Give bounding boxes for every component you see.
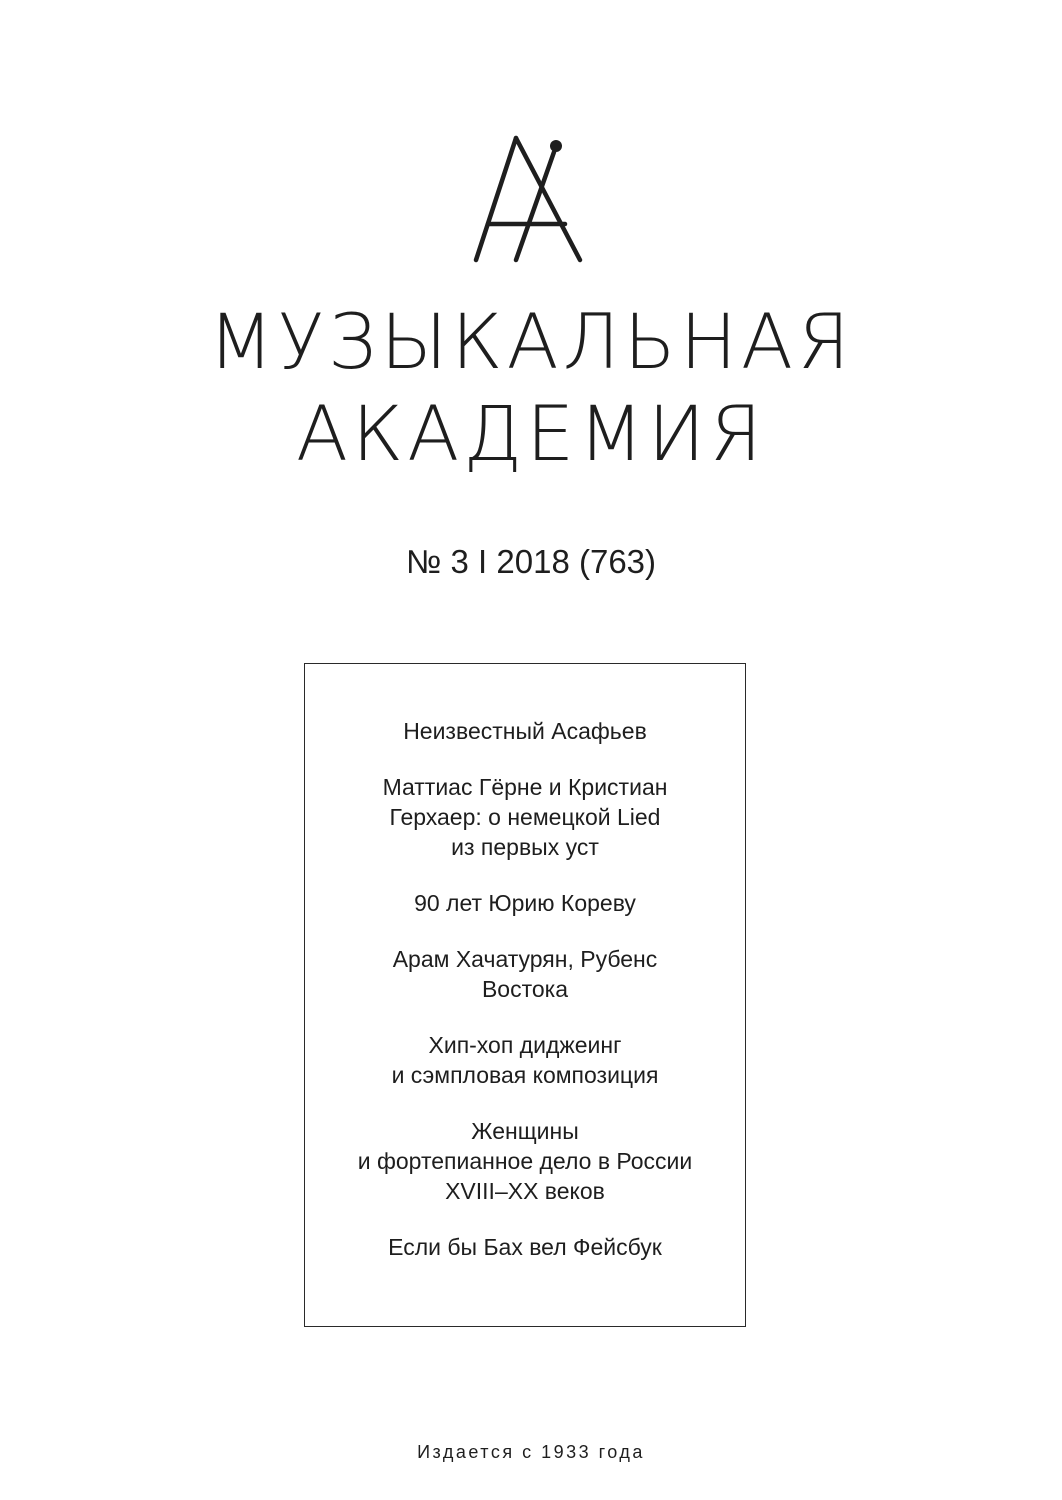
publication-since-footer: Издается с 1933 года — [417, 1442, 645, 1462]
issue-number: № 3 I 2018 (763) — [405, 543, 657, 580]
journal-title-line-2: АКАДЕМИЯ — [296, 389, 766, 478]
contents-item: Неизвестный Асафьев — [403, 718, 647, 744]
contents-item: 90 лет Юрию Кореву — [414, 890, 636, 916]
contents-item: Маттиас Гёрне и Кристиан Герхаер: о немецкой Lied из первых уст — [382, 774, 668, 860]
journal-title-line-1: МУЗЫКАЛЬНАЯ — [208, 297, 854, 386]
contents-item: Арам Хачатурян, Рубенс Востока — [392, 946, 658, 1002]
contents-item: Женщины и фортепианное дело в России XVIII–XX веков — [357, 1118, 693, 1204]
contents-item: Хип-хоп диджеинг и сэмпловая композиция — [391, 1032, 659, 1088]
contents-list — [305, 716, 745, 1288]
contents-box — [304, 663, 746, 1327]
academy-a-logo-icon — [470, 134, 586, 264]
contents-item: Если бы Бах вел Фейсбук — [388, 1234, 662, 1260]
